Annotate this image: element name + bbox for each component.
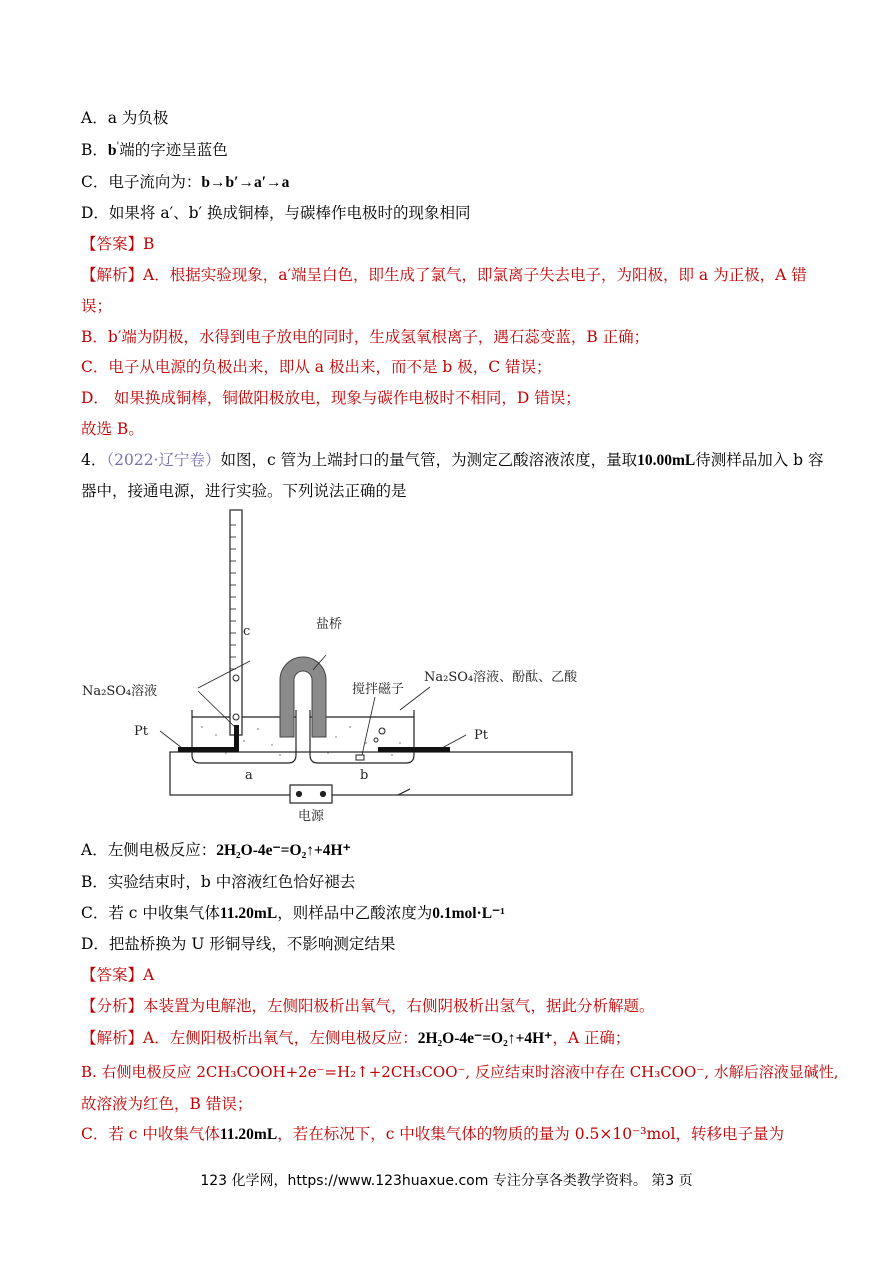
electrolysis-apparatus-figure: [82, 505, 600, 830]
label-pt-right: Pt: [474, 728, 488, 743]
q4-option-c: C．若 c 中收集气体11.20mL，则样品中乙酸浓度为0.1mol·L⁻¹: [81, 904, 505, 922]
q4-option-d: D．把盐桥换为 U 形铜导线，不影响测定结果: [81, 935, 396, 953]
q4-answer: 【答案】A: [81, 966, 155, 984]
label-power: 电源: [298, 809, 325, 824]
q3-analysis-line1b: 误；: [81, 297, 113, 315]
switch: [398, 789, 410, 795]
q3-option-a: A．a 为负极: [81, 109, 169, 127]
q4-analysis-line1: 【解析】A．左侧阳极析出氧气，左侧电极反应：2H₂O-4e⁻=O₂↑+4H⁺，A 正确；: [81, 1029, 631, 1047]
right-electrode-pt: [378, 747, 450, 752]
q3-analysis-line1: 【解析】A．根据实验现象，a′端呈白色，即生成了氯气，即氯离子失去电子，为阳极，即 a 为正极，A 错: [81, 266, 807, 284]
q3-answer: 【答案】B: [81, 235, 155, 253]
label-c: c: [243, 624, 251, 639]
label-right-solution: Na₂SO₄溶液、酚酞、乙酸: [424, 670, 578, 685]
label-stirrer: 搅拌磁子: [352, 682, 405, 697]
q3-analysis-line2: B．b′端为阴极，水得到电子放电的同时，生成氢氧根离子，遇石蕊变蓝，B 正确；: [81, 328, 650, 346]
q4-analysis-line4: C．若 c 中收集气体11.20mL，若在标况下，c 中收集气体的物质的量为 0.5×10⁻³mol，转移电子量为: [81, 1125, 784, 1143]
q4-analysis-line2: B. 右侧电极反应 2CH₃COOH+2e⁻=H₂↑+2CH₃COO⁻, 反应结束时溶液中存在 CH₃COO⁻, 水解后溶液显碱性,: [81, 1063, 839, 1081]
q4-option-a: A．左侧电极反应：2H₂O-4e⁻=O₂↑+4H⁺: [81, 841, 351, 859]
label-a: a: [245, 768, 253, 783]
left-electrode-pt: [178, 747, 238, 752]
q3-option-c: C．电子流向为：b→b′→a′→a: [81, 173, 290, 191]
q3-option-b: B．b'端的字迹呈蓝色: [81, 140, 228, 159]
q4-stem-line1: 4．（2022·辽宁卷）如图，c 管为上端封口的量气管，为测定乙酸溶液浓度，量取10.00mL待测样品加入 b 容: [81, 451, 824, 469]
label-salt-bridge: 盐桥: [316, 617, 343, 632]
label-b: b: [360, 768, 369, 783]
q4-analysis-line3: 故溶液为红色，B 错误；: [81, 1095, 253, 1113]
label-left-solution: Na₂SO₄溶液: [82, 684, 158, 699]
q3-option-d: D．如果将 a′、b′ 换成铜棒，与碳棒作电极时的现象相同: [81, 204, 471, 222]
gas-tube-c: [230, 510, 242, 735]
page-footer: 123 化学网，https://www.123huaxue.com 专注分享各类教学资料。 第3 页: [200, 1173, 693, 1189]
q4-stem-line2: 器中，接通电源，进行实验。下列说法正确的是: [81, 482, 407, 500]
q3-analysis-line5: 故选 B。: [81, 420, 144, 438]
label-pt-left: Pt: [134, 724, 148, 739]
circuit-wire: [170, 752, 572, 795]
q4-fenxi: 【分析】本装置为电解池，左侧阳极析出氧气，右侧阴极析出氢气，据此分析解题。: [81, 997, 655, 1015]
q4-option-b: B．实验结束时，b 中溶液红色恰好褪去: [81, 873, 356, 891]
q3-analysis-line4: D． 如果换成铜棒，铜做阳极放电，现象与碳作电极时不相同，D 错误；: [81, 389, 581, 407]
q3-analysis-line3: C．电子从电源的负极出来，即从 a 极出来，而不是 b 极，C 错误；: [81, 358, 552, 376]
magnetic-stirrer: [356, 755, 364, 760]
salt-bridge: [280, 657, 326, 737]
